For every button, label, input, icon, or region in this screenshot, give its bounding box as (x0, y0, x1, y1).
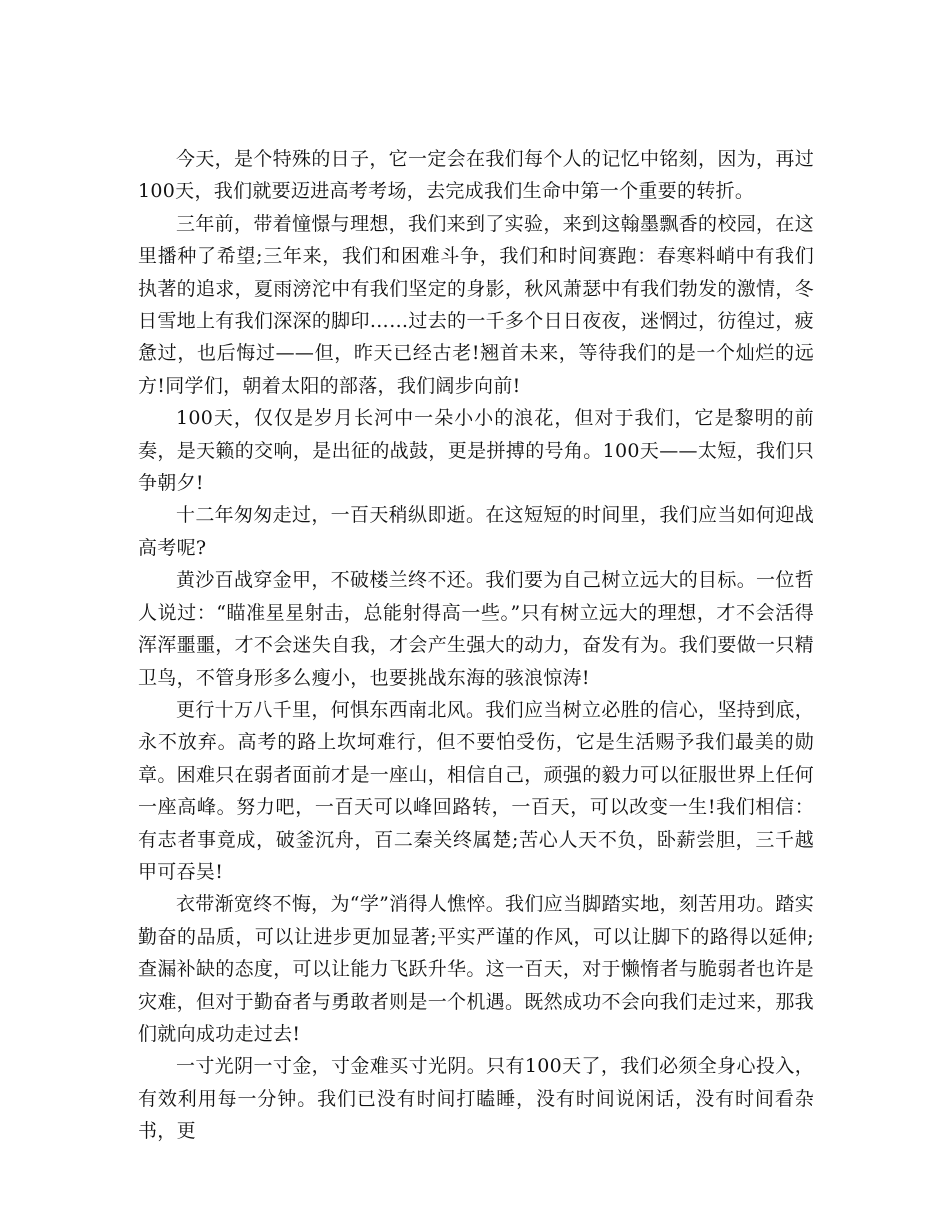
document-body (138, 143, 814, 1148)
paragraph-3: 100天，仅仅是岁月长河中一朵小小的浪花，但对于我们，它是黎明的前奏，是天籁的交响，是出征的战鼓，更是拼搏的号角。100天——太短，我们只争朝夕! (138, 407, 814, 495)
paragraph-7: 衣带渐宽终不悔，为“学”消得人憔悴。我们应当脚踏实地，刻苦用功。踏实勤奋的品质，可以让进步更加显著;平实严谨的作风，可以让脚下的路得以延伸;查漏补缺的态度，可以让能力飞跃升华。这一百天，对于懒惰者与脆弱者也许是灾难，但对于勤奋者与勇敢者则是一个机遇。既然成功不会向我们走过来，那我们就向成功走过去! (138, 893, 814, 1045)
paragraph-8: 一寸光阴一寸金，寸金难买寸光阴。只有100天了，我们必须全身心投入，有效利用每一分钟。我们已没有时间打瞌睡，没有时间说闲话，没有时间看杂书，更 (138, 1055, 814, 1143)
paragraph-5: 黄沙百战穿金甲，不破楼兰终不还。我们要为自己树立远大的目标。一位哲人说过：“瞄准星星射击，总能射得高一些。”只有树立远大的理想，才不会活得浑浑噩噩，才不会迷失自我，才会产生强大的动力，奋发有为。我们要做一只精卫鸟，不管身形多么瘦小，也要挑战东海的骇浪惊涛! (138, 569, 814, 689)
paragraph-2: 三年前，带着憧憬与理想，我们来到了实验，来到这翰墨飘香的校园，在这里播种了希望;三年来，我们和困难斗争，我们和时间赛跑：春寒料峭中有我们执著的追求，夏雨滂沱中有我们坚定的身影，秋风萧瑟中有我们勃发的激情，冬日雪地上有我们深深的脚印……过去的一千多个日日夜夜，迷惘过，彷徨过，疲惫过，也后悔过——但，昨天已经古老!翘首未来，等待我们的是一个灿烂的远方!同学们，朝着太阳的部落，我们阔步向前! (138, 212, 814, 397)
paragraph-4: 十二年匆匆走过，一百天稍纵即逝。在这短短的时间里，我们应当如何迎战高考呢? (138, 504, 814, 559)
paragraph-6: 更行十万八千里，何惧东西南北风。我们应当树立必胜的信心，坚持到底，永不放弃。高考的路上坎坷难行，但不要怕受伤，它是生活赐予我们最美的勋章。困难只在弱者面前才是一座山，相信自己，顽强的毅力可以征服世界上任何一座高峰。努力吧，一百天可以峰回路转，一百天，可以改变一生!我们相信：有志者事竟成，破釜沉舟，百二秦关终属楚;苦心人天不负，卧薪尝胆，三千越甲可吞吴! (138, 698, 814, 883)
paragraph-1: 今天，是个特殊的日子，它一定会在我们每个人的记忆中铭刻，因为，再过100天，我们就要迈进高考考场，去完成我们生命中第一个重要的转折。 (138, 148, 814, 203)
